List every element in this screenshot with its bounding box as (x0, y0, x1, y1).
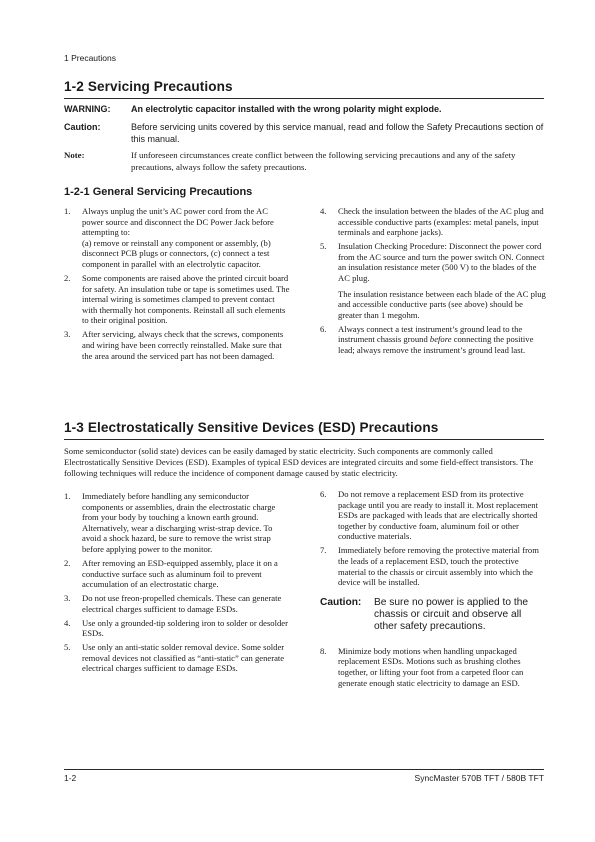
list-item: 1. Immediately before handling any semiconductor components or assemblies, drain the electrostatic charge from your body by touching a known earth ground. Alternatively, wear a discharging wrist-strap device. To avoid a shock hazard, be sure to remove the wrist strap before applying power to the monitor. (64, 491, 276, 554)
running-header: 1 Precautions (64, 53, 116, 63)
section-title-servicing-precautions: 1-2 Servicing Precautions (64, 79, 233, 94)
caution-text: Before servicing units covered by this service manual, read and follow the Safety Precautions section of this manual. (131, 122, 544, 144)
general-precautions-left-column (64, 206, 290, 364)
caution-notice (64, 122, 544, 146)
page-number: 1-2 (64, 773, 77, 783)
section-title-esd-precautions: 1-3 Electrostatically Sensitive Devices (ESD) Precautions (64, 420, 439, 435)
list-item: 2. Some components are raised above the printed circuit board for safety. An insulation tube or tape is sometimes used. The internal wiring is sometimes clamped to prevent contact with thermally hot components. Reinstall all such elements to their original position. (64, 272, 290, 326)
list-item: 8. Minimize body motions when handling unpackaged replacement ESDs. Motions such as brushing clothes together, or lifting your foot from a carpeted floor can generate enough static electricity to damage an ESD. (320, 645, 524, 688)
esd-precautions-right-column (320, 489, 546, 692)
esd-intro-paragraph: Some semiconductor (solid state) devices can be easily damaged by static electricity. Such components are commonly called Electrostatically Sensitive Devices (ESD). Examples of typical ESD devices are integrated circuits and some field-effect transistors. The following techniques will reduce the incidence of component damage caused by static electricity. (64, 446, 534, 478)
note-text: If unforeseen circumstances create conflict between the following servicing precautions and any of the safety precautions, always follow the safety precautions. (131, 150, 516, 172)
list-item: 6. Do not remove a replacement ESD from its protective package until you are ready to install it. Most replacement ESDs are packaged with leads that are electrically shorted together by conductive foam, aluminum foil or other conductive materials. (320, 489, 538, 542)
list-item: 5. Insulation Checking Procedure: Disconnect the power cord from the AC source and turn the power switch ON. Connect an insulation resistance meter (500 V) to the blades of the AC plug. The insulation resistance between each blade of the AC plug and accessible conductive parts (see above) should be greater than 1 megohm. (320, 241, 546, 320)
esd-caution-label: Caution: (320, 596, 362, 608)
list-item: 7. Immediately before removing the protective material from the leads of a replacement ESD, touch the protective material to the chassis or circuit assembly into which the device will be installed. (320, 545, 539, 588)
list-item: 1. Always unplug the unit’s AC power cord from the AC power source and disconnect the DC Power Jack before attempting to: (a) remove or reinstall any component or assembly, (b) disconnect PCB plugs or connectors, (c) connect a test component in parallel with an electrolytic capacitor. (64, 206, 274, 269)
warning-label: WARNING: (64, 104, 111, 114)
footer-product-name: SyncMaster 570B TFT / 580B TFT (414, 773, 544, 783)
list-item: 3. Do not use freon-propelled chemicals. These can generate electrical charges sufficient to damage ESDs. (64, 593, 282, 614)
list-item: 2. After removing an ESD-equipped assembly, place it on a conductive surface such as aluminum foil to prevent accumulation of an electrostatic charge. (64, 557, 278, 590)
footer-rule (64, 769, 544, 770)
list-item: 3. After servicing, always check that the screws, components and wiring have been correctly reinstalled. Make sure that the area around the serviced part has not been damaged. (64, 329, 284, 361)
list-item: 5. Use only an anti-static solder removal device. Some solder removal devices not classified as “anti-static” can generate electrical charges sufficient to damage ESDs. (64, 642, 285, 674)
warning-notice (64, 104, 544, 116)
section-rule (64, 98, 544, 99)
esd-caution-notice (320, 597, 546, 633)
list-item: 4. Check the insulation between the blades of the AC plug and accessible conductive parts (examples: metal panels, input terminals and earphone jacks). (320, 206, 544, 238)
esd-precautions-left-column (64, 491, 292, 677)
subsection-title-general-servicing: 1-2-1 General Servicing Precautions (64, 186, 253, 198)
section-rule (64, 439, 544, 440)
note-label: Note: (64, 150, 85, 160)
general-precautions-right-column (320, 206, 546, 359)
caution-label: Caution: (64, 122, 101, 132)
warning-text: An electrolytic capacitor installed with the wrong polarity might explode. (131, 104, 442, 114)
list-item: 6. Always connect a test instrument’s ground lead to the instrument chassis ground before connecting the positive lead; always remove the instrument’s ground lead last. (320, 323, 534, 355)
list-item: 4. Use only a grounded-tip soldering iron to solder or desolder ESDs. (64, 617, 288, 639)
esd-caution-text: Be sure no power is applied to the chassis or circuit and observe all other safety precautions. (374, 596, 529, 632)
note-notice (64, 150, 544, 174)
